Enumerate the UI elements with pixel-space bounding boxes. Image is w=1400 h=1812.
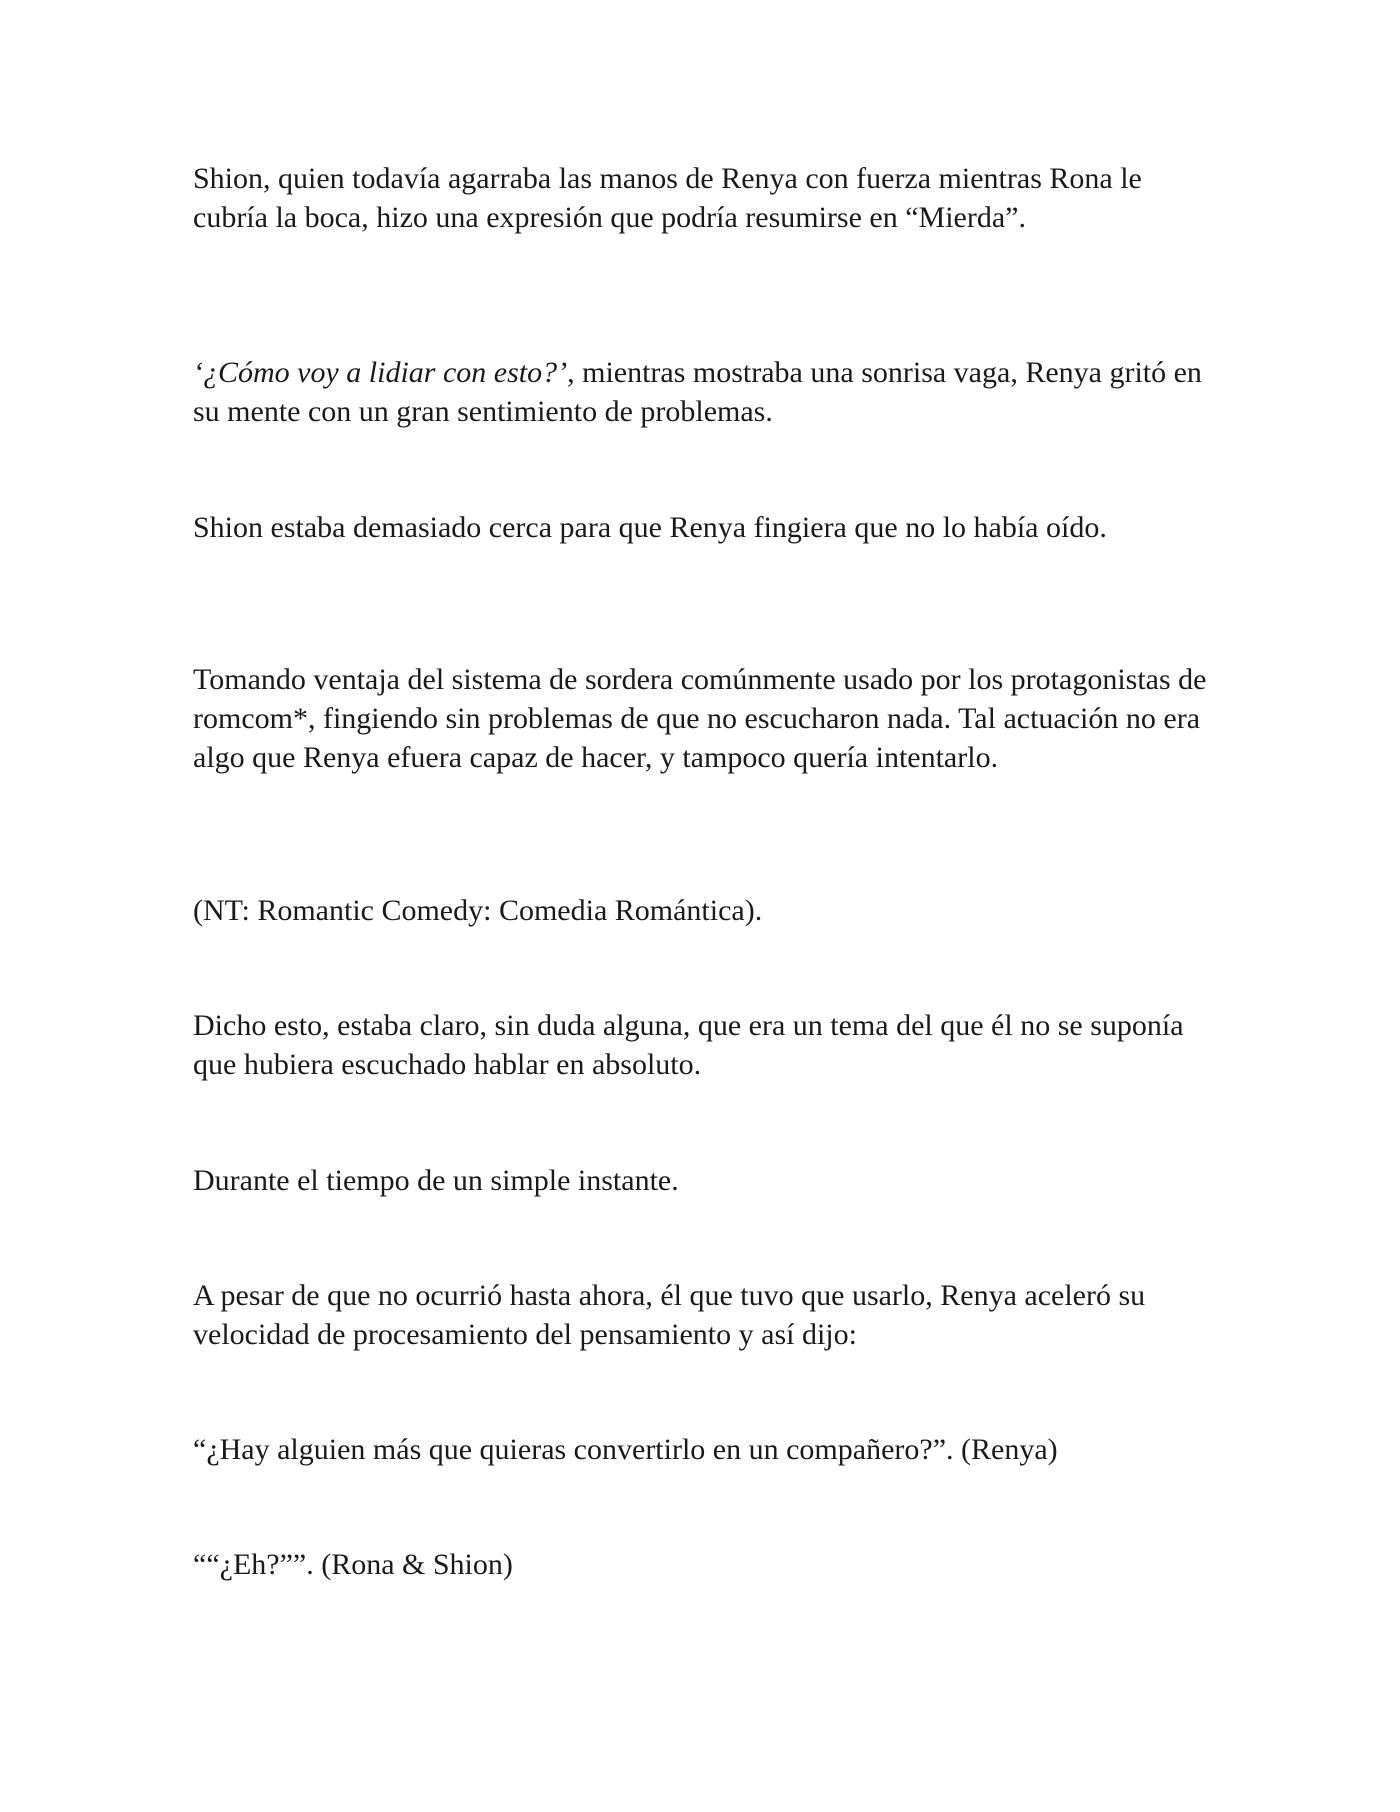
paragraph-continuation: , mientras mostraba una sonrisa vaga, Renya gritó en su mente con un gran sentimiento de problemas.	[193, 356, 1202, 428]
paragraph-text: (NT: Romantic Comedy: Comedia Romántica).	[193, 894, 763, 927]
paragraph	[193, 508, 1223, 547]
paragraph	[193, 660, 1223, 777]
paragraph	[193, 353, 1223, 431]
paragraph	[193, 1276, 1223, 1354]
paragraph-text: A pesar de que no ocurrió hasta ahora, él que tuvo que usarlo, Renya aceleró su velocidad de procesamiento del pensamiento y así dijo:	[193, 1279, 1146, 1351]
paragraph-text: “¿Hay alguien más que quieras convertirlo en un compañero?”. (Renya)	[193, 1433, 1058, 1466]
paragraph-text: Shion, quien todavía agarraba las manos de Renya con fuerza mientras Rona le cubría la boca, hizo una expresión que podría resumirse en “Mierda”.	[193, 162, 1142, 234]
paragraph-text: Dicho esto, estaba claro, sin duda alguna, que era un tema del que él no se suponía que hubiera escuchado hablar en absoluto.	[193, 1009, 1184, 1081]
paragraph-text: ““¿Eh?””. (Rona & Shion)	[193, 1548, 513, 1581]
paragraph-text	[193, 353, 1223, 431]
translator-note	[193, 891, 1223, 930]
paragraph	[193, 1006, 1223, 1084]
paragraph-text: Durante el tiempo de un simple instante.	[193, 1164, 679, 1197]
paragraph-text: Tomando ventaja del sistema de sordera comúnmente usado por los protagonistas de romcom*, fingiendo sin problemas de que no escucharon nada. Tal actuación no era algo que Renya efuera capaz de hacer, y tampoco quería intentarlo.	[193, 663, 1207, 774]
inner-thought-text: ‘¿Cómo voy a lidiar con esto?’	[193, 356, 568, 389]
paragraph	[193, 159, 1223, 237]
paragraph-text: Shion estaba demasiado cerca para que Renya fingiera que no lo había oído.	[193, 511, 1107, 544]
paragraph	[193, 1161, 1223, 1200]
dialogue-line	[193, 1545, 1223, 1584]
dialogue-line	[193, 1430, 1223, 1469]
